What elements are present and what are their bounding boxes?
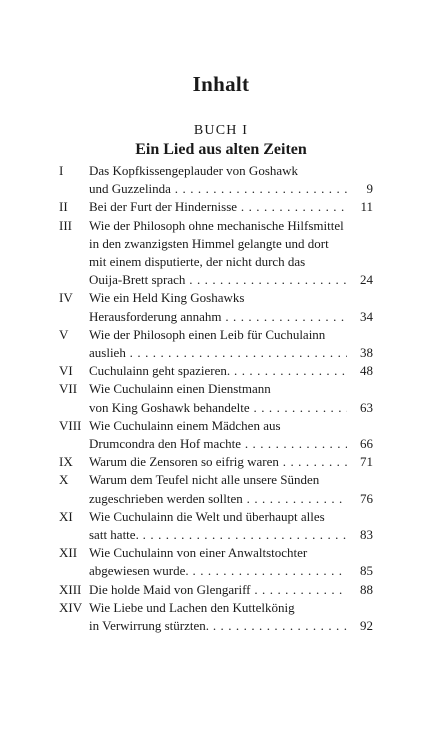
- chapter-title-line: Wie der Philosoph einen Leib für Cuchulainn: [89, 326, 326, 342]
- toc-entry: [59, 289, 373, 325]
- chapter-number: V: [59, 326, 69, 342]
- chapter-title-line: in Verwirrung stürzten. . . .: [89, 617, 347, 635]
- page-number: 11: [360, 199, 373, 215]
- chapter-number: III: [59, 217, 72, 233]
- page-number: 92: [360, 618, 373, 634]
- page-title: Inhalt: [192, 72, 250, 96]
- chapter-number: XII: [59, 545, 78, 561]
- chapter-title-line: Wie Liebe und Lachen den Kuttelkönig: [89, 599, 295, 615]
- chapter-number: I: [59, 163, 64, 178]
- chapter-title-line: Warum dem Teufel nicht alle unsere Sünden: [89, 472, 320, 488]
- chapter-title-line: zugeschrieben werden sollten . . .: [89, 490, 347, 508]
- chapter-number: IV: [59, 290, 73, 306]
- page-number: 88: [360, 581, 373, 597]
- toc-entry: [59, 581, 373, 599]
- chapter-number: XIII: [59, 581, 82, 597]
- toc-entry: [59, 380, 373, 416]
- chapter-number: X: [59, 472, 69, 488]
- chapter-title-line: mit einem disputierte, der nicht durch das: [89, 254, 306, 270]
- chapter-title-line: satt hatte. . . .: [89, 526, 347, 544]
- chapter-title-line: Wie der Philosoph ohne mechanische Hilfsmittel: [89, 217, 344, 233]
- chapter-title-line: Bei der Furt der Hindernisse . . .: [89, 198, 347, 216]
- page-number: 83: [360, 527, 373, 543]
- page-number: 85: [360, 563, 373, 579]
- chapter-number: XIV: [59, 599, 83, 615]
- chapter-title-line: in den zwanzigsten Himmel gelangte und dort: [89, 235, 329, 251]
- chapter-number: XI: [59, 508, 73, 524]
- toc-entry: [59, 544, 373, 580]
- toc-entry: [59, 217, 373, 290]
- page-number: 24: [360, 272, 373, 288]
- chapter-title: [89, 198, 373, 216]
- book-label: BUCH I: [193, 123, 249, 138]
- chapter-number: VII: [59, 381, 78, 397]
- page-number: 9: [366, 181, 373, 197]
- toc-entry: [59, 198, 373, 216]
- chapter-title: [89, 581, 373, 599]
- chapter-title: [89, 544, 373, 580]
- chapter-title-line: Cuchulainn geht spazieren. . . .: [89, 362, 347, 380]
- chapter-number: VIII: [59, 417, 82, 433]
- chapter-title-line: auslieh . . .: [89, 344, 347, 362]
- chapter-title: [89, 217, 373, 290]
- chapter-title: [89, 326, 373, 362]
- chapter-title-line: Die holde Maid von Glengariff . . .: [89, 581, 347, 599]
- toc-entry: [59, 599, 373, 635]
- chapter-title: [89, 508, 373, 544]
- chapter-title-line: Wie Cuchulainn von einer Anwaltstochter: [89, 545, 308, 561]
- page-number: 71: [360, 454, 373, 470]
- toc-entry: [59, 326, 373, 362]
- book-title: Ein Lied aus alten Zeiten: [135, 141, 307, 158]
- page-number: 34: [360, 308, 373, 324]
- page-number: 38: [360, 345, 373, 361]
- chapter-title-line: Wie Cuchulainn einen Dienstmann: [89, 381, 271, 397]
- page-number: 48: [360, 363, 373, 379]
- chapter-title: [89, 599, 373, 635]
- toc-entry: [59, 508, 373, 544]
- toc-entry: [59, 417, 373, 453]
- chapter-title: [89, 380, 373, 416]
- chapter-title-line: Drumcondra den Hof machte . . .: [89, 435, 347, 453]
- chapter-title-line: Wie ein Held King Goshawks: [89, 290, 245, 306]
- table-of-contents: [59, 162, 373, 635]
- page-number: 76: [360, 490, 373, 506]
- chapter-title-line: von King Goshawk behandelte . . .: [89, 399, 347, 417]
- chapter-title-line: Wie Cuchulainn die Welt und überhaupt alles: [89, 508, 325, 524]
- toc-entry: [59, 471, 373, 507]
- chapter-title: [89, 471, 373, 507]
- page-number: 63: [360, 399, 373, 415]
- toc-entry: [59, 162, 373, 198]
- chapter-title-line: abgewiesen wurde. . . .: [89, 562, 347, 580]
- chapter-number: II: [59, 199, 68, 215]
- chapter-number: IX: [59, 454, 73, 470]
- chapter-title-line: und Guzzelinda . . .: [89, 180, 347, 198]
- chapter-title: [89, 162, 373, 198]
- chapter-title: [89, 417, 373, 453]
- chapter-title-line: Ouija-Brett sprach . . .: [89, 271, 347, 289]
- chapter-title-line: Warum die Zensoren so eifrig waren . . .: [89, 453, 347, 471]
- chapter-title: [89, 362, 373, 380]
- toc-entry: [59, 453, 373, 471]
- chapter-title-line: Wie Cuchulainn einem Mädchen aus: [89, 417, 281, 433]
- toc-entry: [59, 362, 373, 380]
- chapter-number: VI: [59, 363, 73, 379]
- page-number: 66: [360, 436, 373, 452]
- chapter-title: [89, 289, 373, 325]
- chapter-title-line: Herausforderung annahm . . .: [89, 308, 347, 326]
- chapter-title-line: Das Kopfkissengeplauder von Goshawk: [89, 163, 299, 178]
- chapter-title: [89, 453, 373, 471]
